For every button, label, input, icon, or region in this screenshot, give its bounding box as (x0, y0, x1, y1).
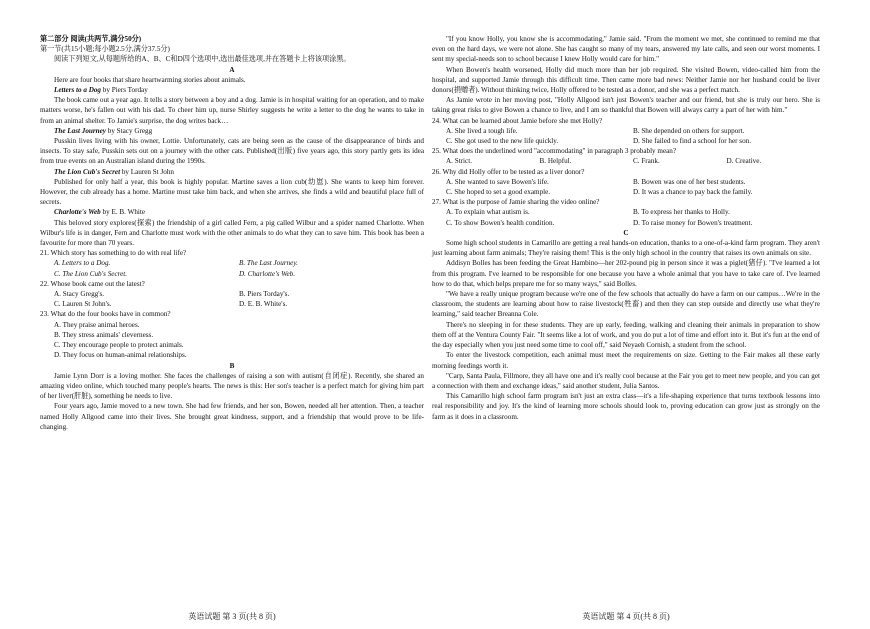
left-column (40, 34, 424, 432)
passage-b-paragraph: As Jamie wrote in her moving post, "Holly Allgood isn't just Bowen's teacher and our friend, but she is truly our hero. She is taking great risks to give Bowen a chance to live, and I am so thankful that Bowen will always carry a part of her with him." (432, 96, 820, 115)
book1-author: by Piers Torday (101, 86, 148, 95)
instructions: 阅读下列短文,从每题所给的A、B、C和D四个选项中,选出最佳选项,并在答题卡上将该项涂黑。 (54, 55, 351, 64)
book1-title: Letters to a Dog (54, 86, 102, 95)
option: A. Stacy Gregg's. (54, 290, 105, 299)
passage-c-paragraph: To enter the livestock competition, each animal must meet the requirements on size. Getting to the Fair makes all these early morning feedings worth it. (432, 351, 820, 370)
question-27-options (432, 207, 820, 227)
book1-heading (40, 85, 424, 95)
passage-c-paragraph: "Carp, Santa Paula, Fillmore, they all have one and it's really cool because at the Fair you get to meet new people, and you can get a connection with them and exchange ideas," said another student, Julia Santos. (432, 371, 820, 390)
book4-author: by E. B. White (100, 208, 146, 217)
book2-text: Pusskin lives living with his owner, Lottie. Unfortunately, cats are being seen as the cause of the disappearance of birds and insects. To stay safe, Pusskin sets out on a journey with the other cats. Published(出版) five years ago, this story partly gets its idea from true events on an Australian island during the 1990s. (40, 137, 424, 166)
option: B. The Last Journey. (239, 259, 298, 268)
passage-b-letter: B (229, 361, 235, 370)
passage-a-intro: Here are four books that share heartwarming stories about animals. (54, 75, 246, 84)
option: A. They praise animal heroes. (54, 320, 140, 329)
question-25-options (432, 156, 820, 166)
option: D. She failed to find a school for her son. (633, 137, 751, 146)
question-21-options (40, 258, 424, 278)
option: B. She depended on others for support. (633, 126, 745, 135)
passage-c-paragraph: Some high school students in Camarillo are getting a real hands-on education, thanks to a one-of-a-kind farm program. They aren't just learning about farm animals; They're raising them! This is the only high school in the country that raises its own animals on site. (432, 239, 820, 258)
option: A. To explain what autism is. (446, 208, 530, 217)
question-22: 22. Whose book came out the latest? (40, 279, 145, 288)
book3-author: by Lauren St John (120, 167, 175, 176)
option: C. The Lion Cub's Secret. (54, 269, 128, 278)
passage-c-paragraph: Addisyn Bolles has been feeding the Great Hambino—her 202-pound pig in person since it was a piglet(猪仔). "I've learned a lot from this program. I've learned to be responsible for one because you have a whole animal that you have to take care of. I've learned how to do that, which helps prepare me for so many ways," said Bolles. (432, 259, 820, 288)
passage-b-paragraph: Jamie Lynn Dorr is a loving mother. She faces the challenges of raising a son with autism(自闭症). Recently, she shared an amazing video online, which touched many people's hearts. The news is this: Her son's teacher is a perfect match for giving him part of her liver(肝脏), something he needs to live. (40, 371, 424, 401)
passage-c-paragraph: There's no sleeping in for these students. They are up early, feeding, walking and cleaning their animals in preparation to show them off at the Ventura County Fair. "It seems like a lot of work, and you do put a lot of time and effort into it. But it's fun at the end of the day especially when you just need some time to cool off," said Neyaeh Cornish, a student from the school. (432, 320, 820, 350)
question-23: 23. What do the four books have in common? (40, 310, 171, 319)
option: D. To raise money for Bowen's treatment. (633, 218, 753, 227)
passage-c-paragraph: This Camarillo high school farm program isn't just an extra class—it's a life-shaping experience that turns textbook lessons into real responsibility and joy. It's the kind of learning more schools should look to, proving education can grow just as strongly on the farm as it does in a classroom. (432, 392, 820, 421)
passage-b-paragraph: When Bowen's health worsened, Holly did much more than her job required. She visited Bowen, video-called him from the hospital, and supported Jamie through this difficult time. Then came more bad news: Neither Jamie nor her husband could be liver donors(捐赠者). Without thinking twice, Holly offered to be tested as a donor, and she was a perfect match. (432, 65, 820, 95)
question-23-options (40, 320, 424, 361)
option: D. Charlotte's Web. (239, 269, 296, 278)
option: A. She wanted to save Bowen's life. (446, 177, 549, 186)
option: C. They encourage people to protect animals. (54, 341, 184, 350)
question-24-options (432, 126, 820, 146)
passage-b-paragraph: "If you know Holly, you know she is accommodating," Jamie said. "From the moment we met, she continued to remind me that even on the hard days, we were not alone. She has caught so many of my tears, answered my late calls, and seen our worst moments. I sent my special-needs son to school because I knew Holly would care for him." (432, 35, 820, 64)
option: B. To express her thanks to Holly. (633, 208, 730, 217)
option: B. Bowen was one of her best students. (633, 177, 746, 186)
option: C. To show Bowen's health condition. (446, 218, 555, 227)
question-27: 27. What is the purpose of Jamie sharing the video online? (432, 198, 600, 207)
book1-text: The book came out a year ago. It tells a story between a boy and a dog. Jamie is in hospital waiting for an operation, and to make matters worse, he's fallen out with his dad. To cheer him up, nurse Shirley suggests he write a letter to the dog he wants to take in from an animal shelter. To Jamie's surprise, the dog writes back… (40, 96, 424, 125)
book4-title: Charlotte's Web (54, 208, 101, 217)
question-22-options (40, 289, 424, 309)
part1-title: 第一节(共15小题;每小题2.5分,满分37.5分) (40, 45, 170, 54)
option: C. She hoped to set a good example. (446, 188, 551, 197)
option: D. E. B. White's. (239, 300, 288, 309)
section-title: 第二部分 阅读(共两节,满分50分) (40, 35, 142, 43)
question-25: 25. What does the underlined word "accommodating" in paragraph 3 probably mean? (432, 147, 677, 156)
book2-heading (40, 126, 424, 136)
question-24: 24. What can be learned about Jamie before she met Holly? (432, 116, 603, 125)
footer-left: 英语试题 第 3 页(共 8 页) (188, 612, 276, 621)
question-21: 21. Which story has something to do with real life? (40, 249, 187, 258)
question-26-options (432, 177, 820, 197)
book2-author: by Stacy Gregg (105, 126, 153, 135)
passage-b-paragraph: Four years ago, Jamie moved to a new town. She had few friends, and her son, Bowen, needed all her attention. Then, a teacher named Holly Allgood came into their lives. She brought great kindness, support, and a friendship that would prove to be life-changing. (40, 402, 424, 431)
question-26: 26. Why did Holly offer to be tested as a liver donor? (432, 167, 585, 176)
option: C. She got used to the new life quickly. (446, 137, 559, 146)
footer-right: 英语试题 第 4 页(共 8 页) (582, 612, 670, 621)
book4-text: This beloved story explores(探索) the friendship of a girl called Fern, a pig called Wilbur and a spider named Charlotte. When Wilbur's life is in danger, Fern and Charlotte must work with the other animals to do what they can to save him. This book has been a favourite for more than 70 years. (40, 218, 424, 248)
option: D. Creative. (726, 157, 762, 166)
option: B. They stress animals' cleverness. (54, 330, 154, 339)
option: D. They focus on human-animal relationships. (54, 351, 187, 360)
book3-heading (40, 167, 424, 177)
right-column (432, 34, 820, 422)
option: D. It was a chance to pay back the family. (633, 188, 753, 197)
option: C. Frank. (633, 157, 660, 166)
book2-title: The Last Journey (54, 126, 106, 135)
option: A. Strict. (446, 157, 472, 166)
book3-title: The Lion Cub's Secret (54, 167, 121, 176)
option: A. Letters to a Dog. (54, 259, 111, 268)
book3-text: Published for only half a year, this book is highly popular. Martine saves a lion cub(幼崽). She wants to keep him forever. However, the cub already has a home. Martine must take him back, and when she arrives, she finds a wild and beautiful place full of secrets. (40, 177, 424, 207)
option: C. Lauren St John's. (54, 300, 112, 309)
book4-heading (40, 207, 424, 217)
option: B. Piers Torday's. (239, 290, 290, 299)
option: B. Helpful. (539, 157, 572, 166)
option: A. She lived a tough life. (446, 126, 518, 135)
passage-a-letter: A (229, 65, 235, 74)
passage-c-letter: C (623, 228, 629, 237)
passage-c-paragraph: "We have a really unique program because we're one of the few schools that actually do have a farm on our campus…We're in the classroom, the students are learning about how to raise livestock(牲畜) and then they can step outside and directly use what they're learning," said teacher Breanna Cole. (432, 290, 820, 319)
